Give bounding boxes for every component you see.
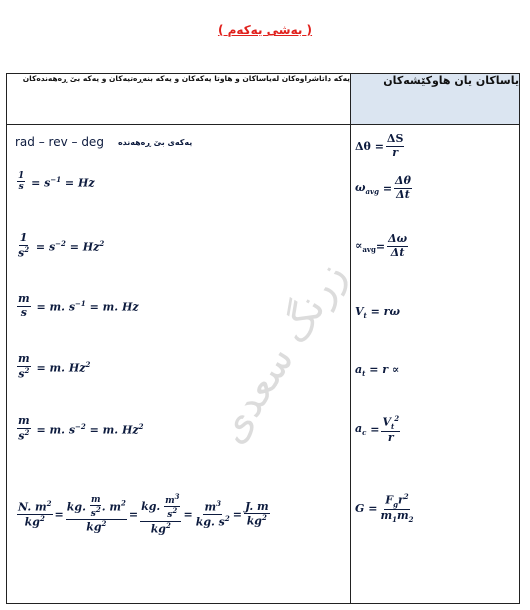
units-row-4: $\frac{m}{s}$ = m. $s^{-1} = m$. Hz (18, 292, 139, 319)
units-row-6: $\frac{m}{s^2}$ = m. $s^{-2} = m$. Hz$^2$ (18, 414, 144, 443)
section-title: ( بەشی یەکەم ) (217, 23, 313, 37)
header-laws: یاساکان یان هاوکێشەکان (351, 74, 520, 125)
units-row-7: $\frac{N. m^2}{kg^2}$ = kg. $\frac{m}{s^2}$ . $m^2$ $kg^2$ = kg. $\frac{m^3}{s^2}$ $kg^2$ = $\frac{m^3}{kg. s^2}$ = $\frac{J. m}{kg^2}$ (18, 492, 269, 536)
law-gravitation: G = $\frac{F_gr^2}{m_1m_2}$ (355, 492, 414, 525)
units-row-5: $\frac{m}{s^2}$ = m. Hz$^2$ (18, 352, 91, 381)
law-tangential-acceleration: $a_t = r$ ∝ (355, 363, 400, 379)
law-angular-acceleration: $\propto_{avg}$ = $\frac{\Delta\omega}{\Delta t}$ (355, 232, 408, 259)
law-angular-displacement: Δθ = $\frac{\Delta S}{r}$ (355, 132, 404, 159)
units-row-3: $\frac{1}{s^2}$ = $s^{-2} = Hz^2$ (18, 231, 105, 260)
laws-column (351, 125, 520, 604)
header-units: یەکە داتاشراوەکان لەیاساکان و هاوتا یەکەکان و یەکە بنەڕەتیەکان و یەکە بێ ڕەهەندەکان (7, 74, 351, 125)
units-row-1: rad – rev – deg یەکەی بێ ڕەهەندە (15, 135, 193, 149)
units-row-2: $\frac{1}{s}$ = $s^{-1} = Hz$ (18, 171, 95, 193)
law-centripetal-acceleration: $a_c$ = $\frac{V_t^2}{r}$ (355, 414, 400, 444)
law-tangential-velocity: $V_t = r\omega$ (355, 305, 400, 321)
law-angular-velocity: $\omega_{avg}$ = $\frac{\Delta\theta}{\Delta t}$ (355, 174, 411, 201)
watermark: زرنگ سعدی (208, 254, 356, 452)
